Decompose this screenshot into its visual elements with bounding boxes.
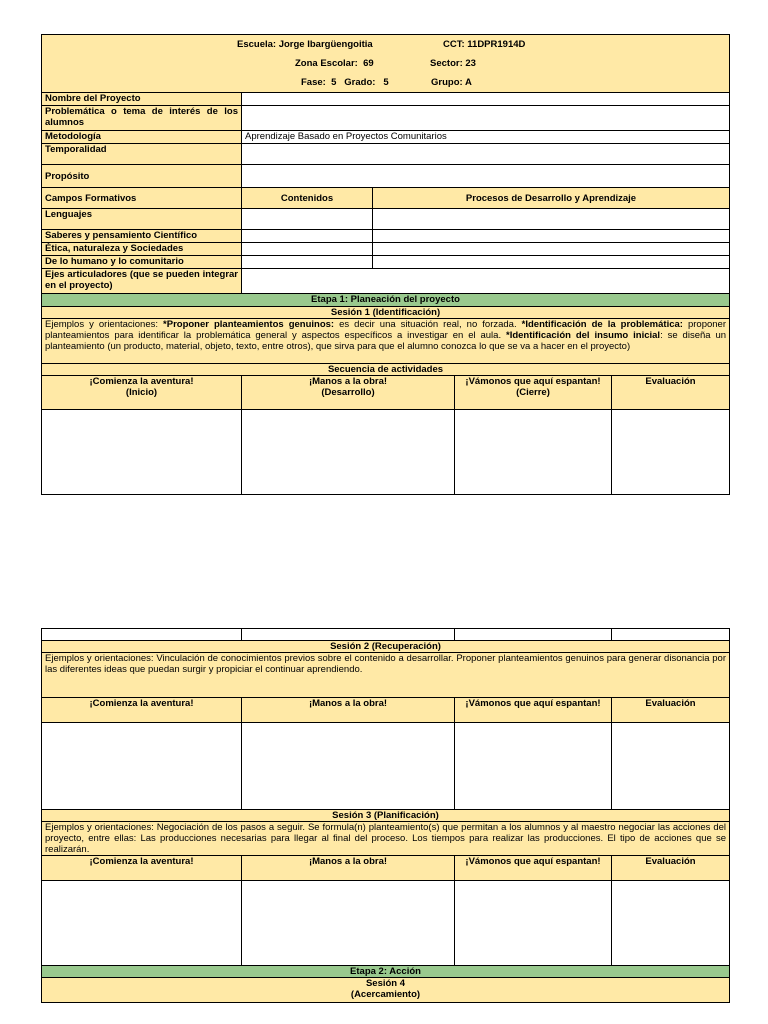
grupo: Grupo: A	[431, 77, 472, 88]
proposito-label: Propósito	[42, 165, 242, 188]
planning-table-page2	[41, 628, 730, 1003]
contenidos-cell[interactable]	[242, 243, 373, 256]
cierre-cell[interactable]	[455, 723, 612, 810]
procesos-header: Procesos de Desarrollo y Aprendizaje	[373, 188, 730, 209]
proposito-field[interactable]	[242, 165, 730, 188]
nombre-proyecto-label: Nombre del Proyecto	[42, 93, 242, 106]
evaluacion-cell[interactable]	[612, 723, 730, 810]
desarrollo-cell[interactable]	[242, 723, 455, 810]
sesion2-title: Sesión 2 (Recuperación)	[42, 641, 730, 653]
col-desarrollo-header: ¡Manos a la obra!	[242, 698, 455, 723]
contenidos-header: Contenidos	[242, 188, 373, 209]
temporalidad-label: Temporalidad	[42, 144, 242, 165]
campo-row-label: Saberes y pensamiento Científico	[42, 230, 242, 243]
continued-cell[interactable]	[455, 629, 612, 641]
sesion3-title: Sesión 3 (Planificación)	[42, 810, 730, 822]
fase-grado: Fase: 5 Grado: 5	[301, 77, 389, 88]
cierre-cell[interactable]	[455, 410, 612, 495]
secuencia-title: Secuencia de actividades	[42, 364, 730, 376]
sesion1-title: Sesión 1 (Identificación)	[42, 307, 730, 319]
campo-row-label: Ética, naturaleza y Sociedades	[42, 243, 242, 256]
planning-table-page1	[41, 34, 730, 495]
col-cierre-header: ¡Vámonos que aquí espantan! (Cierre)	[455, 376, 612, 410]
contenidos-cell[interactable]	[242, 230, 373, 243]
sesion1-description: Ejemplos y orientaciones: *Proponer planteamientos genuinos: es decir una situación real, no forzada. *Identificación de la problemática: proponer planteamientos para identificar la problemática general y aspectos específicos a investigar en el aula. *Identificación del insumo inicial: se diseña un planteamiento (un producto, material, objeto, texto, entre otros), que sirva para que el alumno conozca lo que se va a hacer en el proyecto)	[42, 319, 730, 364]
etapa1-title: Etapa 1: Planeación del proyecto	[42, 294, 730, 307]
col-inicio-header: ¡Comienza la aventura!	[42, 856, 242, 881]
col-evaluacion-header: Evaluación	[612, 376, 730, 410]
desarrollo-cell[interactable]	[242, 881, 455, 966]
school-header	[42, 35, 730, 93]
school-name: Escuela: Jorge Ibargüengoitia	[237, 39, 373, 50]
metodologia-label: Metodología	[42, 131, 242, 144]
continued-cell[interactable]	[612, 629, 730, 641]
col-inicio-header: ¡Comienza la aventura! (Inicio)	[42, 376, 242, 410]
evaluacion-cell[interactable]	[612, 410, 730, 495]
col-desarrollo-header: ¡Manos a la obra!	[242, 856, 455, 881]
campos-formativos-header: Campos Formativos	[42, 188, 242, 209]
metodologia-field[interactable]: Aprendizaje Basado en Proyectos Comunitarios	[242, 131, 730, 144]
evaluacion-cell[interactable]	[612, 881, 730, 966]
sesion3-description: Ejemplos y orientaciones: Negociación de los pasos a seguir. Se formula(n) planteamiento(s) que permitan a los alumnos y al maestro negociar las acciones del proyecto, entre ellas: Las producciones necesarias para llegar al final del proceso. Los tiempos para realizar las producciones. El tipo de acciones que se realizarán.	[42, 822, 730, 856]
temporalidad-field[interactable]	[242, 144, 730, 165]
zona-escolar: Zona Escolar: 69	[295, 58, 374, 69]
procesos-cell[interactable]	[373, 256, 730, 269]
continued-cell[interactable]	[42, 629, 242, 641]
contenidos-cell[interactable]	[242, 256, 373, 269]
procesos-cell[interactable]	[373, 209, 730, 230]
inicio-cell[interactable]	[42, 723, 242, 810]
desarrollo-cell[interactable]	[242, 410, 455, 495]
col-desarrollo-header: ¡Manos a la obra! (Desarrollo)	[242, 376, 455, 410]
procesos-cell[interactable]	[373, 230, 730, 243]
col-cierre-header: ¡Vámonos que aquí espantan!	[455, 856, 612, 881]
campo-row-label: De lo humano y lo comunitario	[42, 256, 242, 269]
sesion2-description: Ejemplos y orientaciones: Vinculación de conocimientos previos sobre el contenido a desarrollar. Proponer planteamientos genuinos para generar disonancia por las diferentes ideas que puedan surgir y propiciar el continuar aprendiendo.	[42, 653, 730, 698]
campo-row-label: Lenguajes	[42, 209, 242, 230]
col-evaluacion-header: Evaluación	[612, 856, 730, 881]
nombre-proyecto-field[interactable]	[242, 93, 730, 106]
ejes-articuladores-field[interactable]	[242, 269, 730, 294]
inicio-cell[interactable]	[42, 410, 242, 495]
col-evaluacion-header: Evaluación	[612, 698, 730, 723]
inicio-cell[interactable]	[42, 881, 242, 966]
procesos-cell[interactable]	[373, 243, 730, 256]
col-inicio-header: ¡Comienza la aventura!	[42, 698, 242, 723]
cierre-cell[interactable]	[455, 881, 612, 966]
ejes-articuladores-label: Ejes articuladores (que se pueden integrar en el proyecto)	[42, 269, 242, 294]
contenidos-cell[interactable]	[242, 209, 373, 230]
etapa2-title: Etapa 2: Acción	[42, 966, 730, 978]
problematica-field[interactable]	[242, 106, 730, 131]
col-cierre-header: ¡Vámonos que aquí espantan!	[455, 698, 612, 723]
problematica-label: Problemática o tema de interés de los alumnos	[42, 106, 242, 131]
sesion4-title: Sesión 4 (Acercamiento)	[42, 978, 730, 1003]
cct-code: CCT: 11DPR1914D	[443, 39, 526, 50]
sector: Sector: 23	[430, 58, 476, 69]
continued-cell[interactable]	[242, 629, 455, 641]
